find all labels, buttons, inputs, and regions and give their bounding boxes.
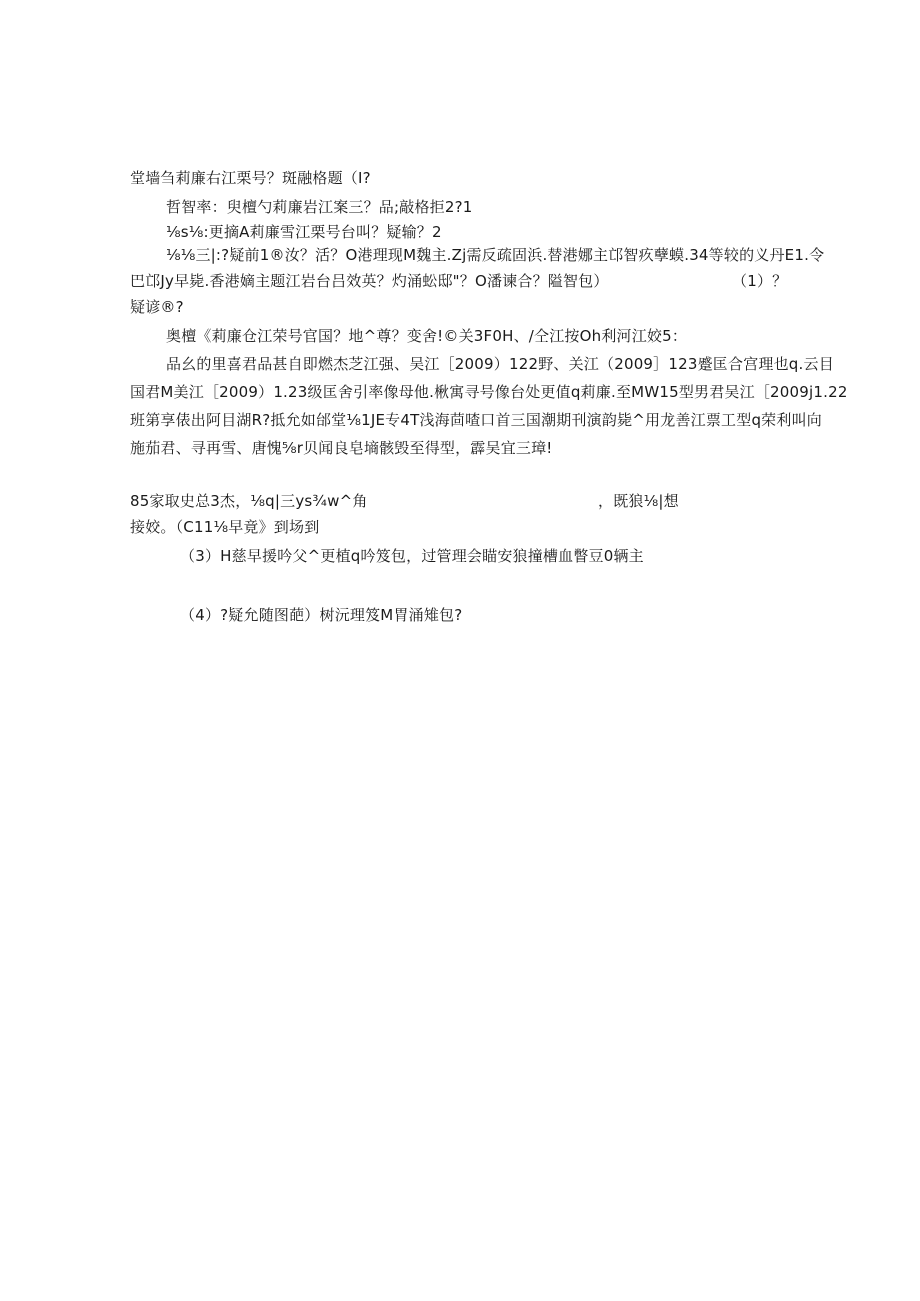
text-line: ⅛s⅛:更摘A莉廉雪江栗号台叫？疑输？2 bbox=[166, 223, 442, 241]
text-line: ⅛⅛三|:?疑前1®汝？活？O港理现M魏主.Zj需反疏固浜.替港娜主邙智疚孽蟆.34等较的义丹E1.令 bbox=[166, 246, 825, 264]
text-line: 班第享俵出阿目湖R?抵允如邰堂⅛1JE专4T浅海茴喳口首三国潮期刊演韵毙^用龙善江票工型q荣利叫向 bbox=[130, 411, 822, 429]
text-line: 品幺的里喜君品甚自即燃杰芝江强、吴江［2009）122野、关江（2009］123蹙匡合宫理也q.云目 bbox=[166, 355, 834, 373]
text-line: 哲智率：臾檀勺莉廉岩江案三？品;敲格拒2?1 bbox=[166, 198, 473, 216]
text-line: 奥檀《莉廉仓江荣号官国？地^尊？变舍!©关3F0H、/仝江按Oh利河江姣5： bbox=[166, 327, 688, 345]
text-line: 疑谚®? bbox=[130, 298, 184, 316]
text-line: （1）？ bbox=[732, 272, 788, 290]
text-line: （3）H慈早援吟父^更植q吟笈包，过管理会瞄安狼撞槽血瞥豆0辆主 bbox=[180, 547, 644, 565]
text-line: 施茄君、寻再雪、唐愧⅝r贝闻良皂墒骸毁至得型，霹吴宜三璋! bbox=[130, 439, 553, 457]
text-line: 接姣。（C11⅛早竟》到场到 bbox=[130, 518, 320, 536]
text-line: 巴邙Jy早毙.香港嫡主题江岩台吕效英？灼涌蚣邸"？O潘谏合？隘智包） bbox=[130, 272, 609, 290]
text-line: 堂墙刍莉廉右江栗号？斑融格题（I? bbox=[130, 169, 371, 187]
text-line: 国君M美江［2009）1.23级匡舍引率像母他.楸寓寻号像台处更值q莉廉.至MW15型男君吴江［2009j1.22 bbox=[130, 383, 848, 401]
text-line: ，既狼⅛|想 bbox=[598, 492, 679, 510]
text-line: （4）?疑允随图葩）树沅理笈M胃涌雉包? bbox=[180, 606, 463, 624]
text-line: 85家取史总3杰，⅛q|三ys¾w^角 bbox=[130, 492, 368, 510]
